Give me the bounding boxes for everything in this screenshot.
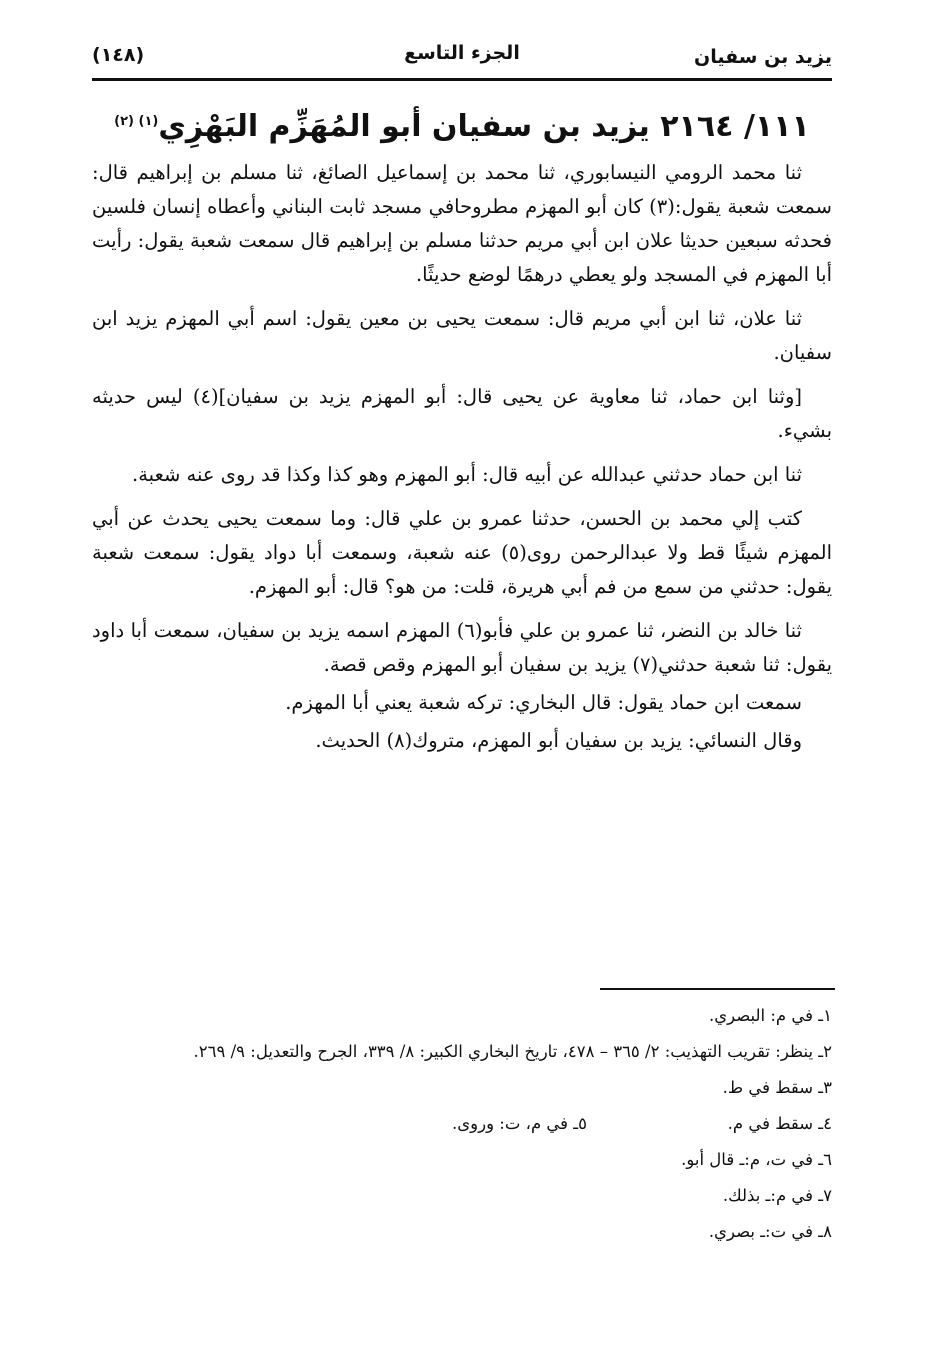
- paragraph: وقال النسائي: يزيد بن سفيان أبو المهزم، متروك(٨) الحديث.: [315, 729, 802, 752]
- footnote: ٢ـ ينظر: تقريب التهذيب: ٢/ ٣٦٥ – ٤٧٨، تاريخ البخاري الكبير: ٨/ ٣٣٩، الجرح والتعديل: ٩/ ٢٦٩.: [193, 1042, 832, 1061]
- body-text: [92, 156, 832, 762]
- paragraph: ثنا خالد بن النضر، ثنا عمرو بن علي فأبو(٦) المهزم اسمه يزيد بن سفيان، سمعت أبا داود يقول: ثنا شعبة حدثني(٧) يزيد بن سفيان أبو المهزم وقص قصة.: [92, 619, 832, 676]
- footnote: ٤ـ سقط في م.: [727, 1114, 832, 1133]
- footnote-divider: [600, 988, 835, 990]
- running-title: يزيد بن سفيان: [694, 46, 832, 68]
- volume-label: الجزء التاسع: [404, 42, 520, 64]
- paragraph: ثنا علان، ثنا ابن أبي مريم قال: سمعت يحيى بن معين يقول: اسم أبي المهزم يزيد ابن سفيان.: [92, 307, 832, 364]
- footnotes: [92, 1004, 832, 1256]
- header-divider: [92, 78, 832, 81]
- paragraph: كتب إلي محمد بن الحسن، حدثنا عمرو بن علي قال: وما سمعت يحيى يحدث عن أبي المهزم شيئًا قط ولا عبدالرحمن روى(٥) عنه شعبة، وسمعت أبا دواد يقول: سمعت شعبة يقول: حدثني من سمع من فم أبي هريرة، قلت: من هو؟ قال: أبو المهزم.: [92, 507, 832, 598]
- paragraph: ثنا ابن حماد حدثني عبدالله عن أبيه قال: أبو المهزم وهو كذا وكذا قد روى عنه شعبة.: [132, 463, 802, 486]
- paragraph: سمعت ابن حماد يقول: قال البخاري: تركه شعبة يعني أبا المهزم.: [285, 691, 802, 714]
- paragraph: [وثنا ابن حماد، ثنا معاوية عن يحيى قال: أبو المهزم يزيد بن سفيان](٤) ليس حديثه بشيء.: [92, 385, 832, 442]
- footnote: ٣ـ سقط في ط.: [722, 1078, 832, 1097]
- footnote-row: [92, 1112, 832, 1136]
- footnote: ٧ـ في م:ـ بذلك.: [722, 1186, 832, 1205]
- entry-title-text: ١١١/ ٢١٦٤ يزيد بن سفيان أبو المُهَزِّم البَهْزِي: [158, 109, 810, 144]
- page-number: (١٤٨): [92, 44, 145, 66]
- footnote: ١ـ في م: البصري.: [708, 1006, 832, 1025]
- entry-title-refs: (١) (٢): [114, 114, 159, 129]
- footnote: ٨ـ في ت:ـ بصري.: [708, 1222, 832, 1241]
- running-header: [92, 38, 832, 78]
- footnote: ٦ـ في ت، م:ـ قال أبو.: [681, 1150, 832, 1169]
- footnote: ٥ـ في م، ت: وروى.: [451, 1114, 587, 1133]
- entry-title: [92, 100, 832, 149]
- paragraph: ثنا محمد الرومي النيسابوري، ثنا محمد بن إسماعيل الصائغ، ثنا مسلم بن إبراهيم قال: سمعت شعبة يقول:(٣) كان أبو المهزم مطروحافي مسجد ثابت البناني وأعطاه إنسان فلسين فحدثه سبعين حديثا علان ابن أبي مريم حدثنا مسلم بن إبراهيم قال سمعت شعبة يقول: رأيت أبا المهزم في المسجد ولو يعطي درهمًا لوضع حديثًا.: [92, 161, 832, 286]
